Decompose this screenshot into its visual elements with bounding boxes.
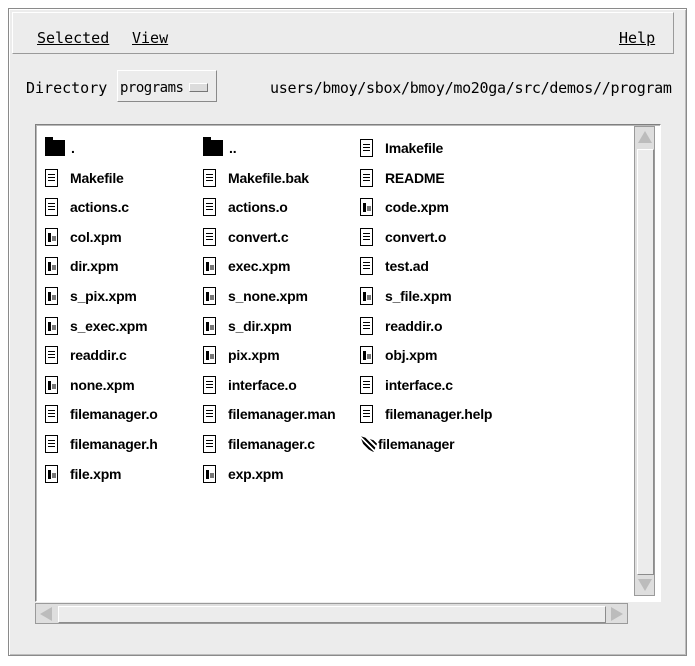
text-file-icon (360, 257, 373, 275)
vertical-scroll-thumb[interactable] (637, 149, 654, 575)
text-file-icon (45, 198, 58, 216)
file-item[interactable] (45, 286, 137, 306)
file-name: interface.c (385, 377, 453, 393)
file-item[interactable] (203, 168, 309, 188)
pixmap-file-icon (360, 287, 373, 305)
menu-view[interactable] (132, 29, 168, 47)
file-item[interactable] (360, 227, 446, 247)
file-name: convert.o (385, 229, 447, 245)
text-file-icon (360, 405, 373, 423)
file-name: filemanager.help (385, 406, 493, 422)
file-item[interactable] (45, 434, 158, 454)
text-file-icon (203, 435, 216, 453)
text-file-icon (45, 346, 58, 364)
file-name: s_dir.xpm (228, 318, 292, 334)
file-item[interactable] (45, 197, 129, 217)
pixmap-file-icon (45, 376, 58, 394)
file-item[interactable] (360, 375, 453, 395)
file-item[interactable] (360, 434, 454, 454)
file-item[interactable] (203, 316, 292, 336)
directory-option-menu[interactable] (117, 70, 217, 102)
pixmap-file-icon (45, 228, 58, 246)
file-name: filemanager.man (228, 406, 336, 422)
file-name: s_file.xpm (385, 288, 452, 304)
file-item[interactable] (203, 464, 283, 484)
file-name: s_none.xpm (228, 288, 308, 304)
file-item[interactable] (203, 434, 315, 454)
file-name: README (385, 170, 445, 186)
pixmap-file-icon (45, 465, 58, 483)
menu-selected-label: Selected (37, 29, 110, 47)
file-name: readdir.c (70, 347, 127, 363)
file-name: actions.o (228, 199, 288, 215)
file-item[interactable] (45, 227, 122, 247)
text-file-icon (45, 405, 58, 423)
file-name: filemanager (378, 436, 455, 452)
file-item[interactable] (360, 168, 444, 188)
file-name: actions.c (70, 199, 129, 215)
scroll-right-arrow-icon[interactable] (611, 607, 623, 621)
file-item[interactable] (45, 464, 121, 484)
menu-selected[interactable] (37, 29, 109, 47)
file-name: none.xpm (70, 377, 135, 393)
text-file-icon (360, 317, 373, 335)
file-item[interactable] (360, 345, 437, 365)
horizontal-scroll-thumb[interactable] (58, 606, 606, 623)
file-item[interactable] (45, 256, 118, 276)
scroll-left-arrow-icon[interactable] (40, 607, 52, 621)
pixmap-file-icon (203, 287, 216, 305)
file-item[interactable] (203, 256, 290, 276)
menu-view-label: View (132, 29, 169, 47)
pixmap-file-icon (360, 198, 373, 216)
text-file-icon (203, 169, 216, 187)
pixmap-file-icon (203, 465, 216, 483)
file-name: file.xpm (70, 466, 122, 482)
file-item[interactable] (203, 375, 297, 395)
executable-icon (360, 436, 378, 452)
file-item[interactable] (203, 197, 288, 217)
file-item[interactable] (203, 345, 280, 365)
option-menu-indicator-icon (189, 83, 208, 92)
text-file-icon (203, 405, 216, 423)
file-name: filemanager.o (70, 406, 158, 422)
file-item[interactable] (360, 316, 442, 336)
text-file-icon (203, 228, 216, 246)
directory-label: Directory (26, 79, 108, 97)
file-name: .. (229, 140, 237, 156)
file-name: convert.c (228, 229, 289, 245)
text-file-icon (45, 435, 58, 453)
horizontal-scrollbar[interactable] (35, 603, 628, 624)
file-item[interactable] (203, 404, 336, 424)
text-file-icon (203, 376, 216, 394)
file-name: . (71, 140, 75, 156)
menu-help[interactable] (619, 29, 655, 47)
file-item[interactable] (45, 404, 158, 424)
pixmap-file-icon (203, 346, 216, 364)
file-item[interactable] (360, 138, 443, 158)
directory-path: users/bmoy/sbox/bmoy/mo20ga/src/demos//program (270, 79, 672, 97)
file-item[interactable] (45, 168, 124, 188)
pixmap-file-icon (360, 346, 373, 364)
file-name: exp.xpm (228, 466, 284, 482)
file-item[interactable] (203, 286, 308, 306)
file-list-panel (35, 124, 661, 602)
file-name: Imakefile (385, 140, 444, 156)
file-item[interactable] (360, 404, 492, 424)
pixmap-file-icon (45, 257, 58, 275)
file-item[interactable] (45, 316, 147, 336)
file-name: pix.xpm (228, 347, 280, 363)
scroll-up-arrow-icon[interactable] (638, 131, 652, 143)
pixmap-file-icon (45, 287, 58, 305)
file-item[interactable] (45, 138, 75, 158)
pixmap-file-icon (45, 317, 58, 335)
file-name: Makefile.bak (228, 170, 309, 186)
file-item[interactable] (360, 286, 451, 306)
file-name: col.xpm (70, 229, 122, 245)
file-name: s_pix.xpm (70, 288, 137, 304)
directory-option-value: programs (120, 80, 184, 96)
file-name: s_exec.xpm (70, 318, 148, 334)
file-name: dir.xpm (70, 258, 119, 274)
pixmap-file-icon (203, 257, 216, 275)
text-file-icon (360, 376, 373, 394)
menu-help-label: Help (619, 29, 656, 47)
file-item[interactable] (45, 345, 127, 365)
file-name: readdir.o (385, 318, 443, 334)
menu-bar (12, 12, 674, 54)
file-name: interface.o (228, 377, 297, 393)
text-file-icon (360, 169, 373, 187)
file-name: code.xpm (385, 199, 449, 215)
file-name: exec.xpm (228, 258, 291, 274)
folder-icon (45, 140, 65, 156)
file-name: filemanager.c (228, 436, 315, 452)
scroll-down-arrow-icon[interactable] (638, 579, 652, 591)
file-item[interactable] (360, 256, 429, 276)
text-file-icon (360, 228, 373, 246)
file-item[interactable] (203, 138, 236, 158)
text-file-icon (360, 139, 373, 157)
file-item[interactable] (360, 197, 449, 217)
file-name: test.ad (385, 258, 429, 274)
pixmap-file-icon (203, 317, 216, 335)
file-name: filemanager.h (70, 436, 158, 452)
file-item[interactable] (203, 227, 288, 247)
vertical-scrollbar[interactable] (634, 126, 655, 596)
file-item[interactable] (45, 375, 135, 395)
folder-icon (203, 140, 223, 156)
text-file-icon (45, 169, 58, 187)
file-name: obj.xpm (385, 347, 438, 363)
text-file-icon (203, 198, 216, 216)
file-name: Makefile (70, 170, 124, 186)
